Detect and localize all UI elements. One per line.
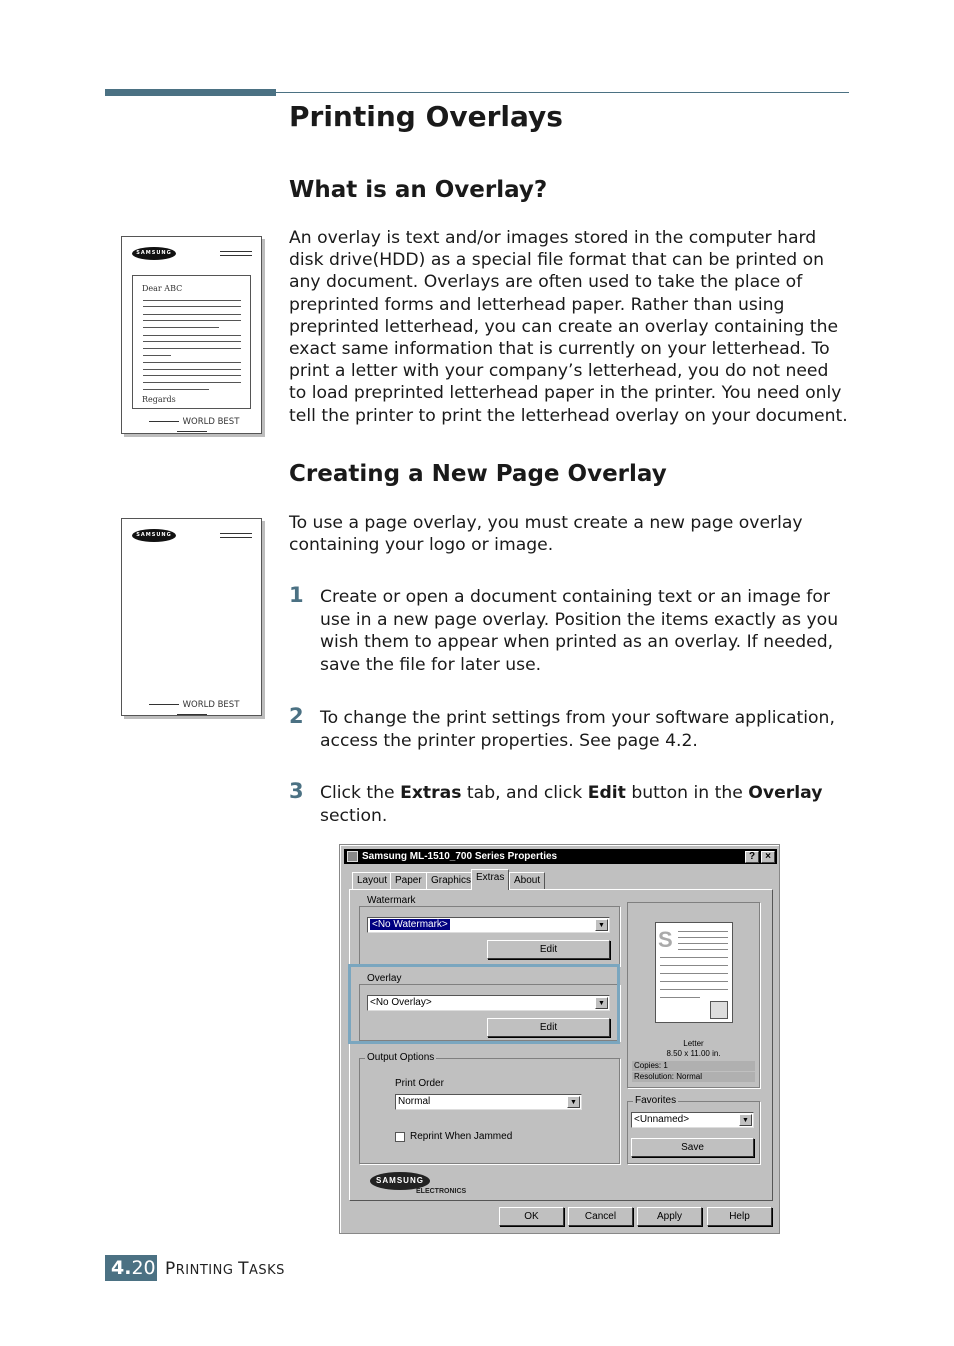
printer-icon <box>347 851 358 862</box>
tab-extras[interactable]: Extras <box>471 869 509 890</box>
cancel-button[interactable]: Cancel <box>568 1207 633 1226</box>
print-order-value: Normal <box>398 1096 431 1107</box>
step-number: 2 <box>289 704 304 728</box>
header-rule-thick <box>105 89 276 96</box>
tab-graphics[interactable]: Graphics <box>426 872 476 889</box>
letterhead-illustration <box>121 236 262 434</box>
text-line <box>143 389 209 390</box>
chevron-down-icon[interactable]: ▼ <box>595 997 608 1009</box>
chevron-down-icon[interactable]: ▼ <box>595 919 608 931</box>
step-1-text <box>320 586 855 676</box>
preview-line <box>660 981 728 982</box>
samsung-logo: SAMSUNG <box>370 1172 430 1190</box>
tab-layout[interactable]: Layout <box>352 872 392 889</box>
paragraph-line: preprinted letterhead, you can create an overlay containing the <box>289 316 839 337</box>
preview-line <box>660 965 728 966</box>
header-line <box>220 533 252 534</box>
letter-greeting: Dear ABC <box>142 284 183 293</box>
step-line: access the printer properties. See page 4.2. <box>320 730 698 751</box>
footer-initial: P <box>165 1259 176 1279</box>
preview-line <box>678 949 728 950</box>
step-number: 3 <box>289 779 304 803</box>
watermark-label: Watermark <box>367 895 416 906</box>
watermark-edit-button[interactable]: Edit <box>487 940 610 959</box>
section-heading-what-is-overlay: What is an Overlay? <box>289 177 548 203</box>
step-text-run: Click the <box>320 783 401 803</box>
step-line: save the file for later use. <box>320 654 542 675</box>
text-line <box>143 335 241 336</box>
watermark-select[interactable] <box>367 917 610 933</box>
header-rule-thin <box>276 92 849 93</box>
step-line: use in a new page overlay. Position the items exactly as you <box>320 609 839 630</box>
section-heading-new-page-overlay: Creating a New Page Overlay <box>289 461 667 487</box>
preview-line <box>660 957 728 958</box>
text-line <box>143 362 241 363</box>
overlay-section-highlight <box>348 964 620 1044</box>
electronics-label: ELECTRONICS <box>416 1188 467 1195</box>
text-line <box>143 327 219 328</box>
text-line <box>143 348 241 349</box>
step-number: 1 <box>289 583 304 607</box>
watermark-s-icon: S <box>658 927 673 952</box>
preview-line <box>678 937 728 938</box>
help-title-button[interactable]: ? <box>745 851 759 863</box>
text-line <box>143 306 241 307</box>
letter-closing: Regards <box>142 395 176 404</box>
print-order-select[interactable] <box>395 1094 582 1110</box>
step-3-text <box>320 782 855 827</box>
text-line <box>143 300 241 301</box>
paragraph-line: tell the printer to print the letterhead overlay on your document. <box>289 405 848 426</box>
text-line <box>143 375 241 376</box>
step-2-text <box>320 707 855 752</box>
blank-letterhead-illustration <box>121 518 262 716</box>
favorites-save-button[interactable]: Save <box>631 1138 754 1157</box>
paragraph-line: containing your logo or image. <box>289 535 554 556</box>
samsung-logo: SAMSUNG <box>132 529 176 542</box>
paragraph-line: to load preprinted letterhead paper in the printer. You need only <box>289 383 842 404</box>
preview-line <box>660 997 700 998</box>
help-button[interactable]: Help <box>707 1207 772 1226</box>
footer-slogan: WORLD BEST <box>182 700 240 710</box>
header-line <box>220 255 252 256</box>
chevron-down-icon[interactable]: ▼ <box>567 1096 580 1108</box>
overlay-value: <No Overlay> <box>370 997 432 1008</box>
new-overlay-intro-paragraph <box>289 512 854 556</box>
paragraph-line: To use a page overlay, you must create a new page overlay <box>289 513 803 533</box>
text-line <box>143 314 241 315</box>
preview-line <box>678 943 728 944</box>
letter-footer <box>128 700 256 720</box>
overlay-keyword: Overlay <box>748 783 823 803</box>
edit-keyword: Edit <box>587 783 626 803</box>
letter-body-box <box>132 275 251 409</box>
footer-initial: T <box>238 1259 249 1279</box>
step-line: wish them to appear when printed as an overlay. If needed, <box>320 632 834 653</box>
close-icon[interactable]: × <box>761 851 775 863</box>
overlay-label: Overlay <box>367 973 402 984</box>
step-line: To change the print settings from your software application, <box>320 708 835 728</box>
tab-about[interactable]: About <box>509 872 545 889</box>
header-line <box>220 251 252 252</box>
step-line <box>320 782 855 805</box>
step-line: Create or open a document containing text or an image for <box>320 587 830 607</box>
footer-smallcaps: ASKS <box>248 1263 285 1278</box>
paragraph-line: any document. Overlays are often used to take the place of <box>289 272 803 293</box>
extras-keyword: Extras <box>400 783 462 803</box>
text-line <box>143 355 171 356</box>
step-line: section. <box>320 805 388 826</box>
page-number-badge <box>105 1255 157 1281</box>
text-line <box>143 369 241 370</box>
output-options-group <box>359 1058 620 1164</box>
paragraph-line: disk drive(HDD) as a special file format that can be printed on <box>289 250 825 271</box>
header-line <box>220 537 252 538</box>
favorites-select[interactable] <box>631 1112 754 1128</box>
paper-name: Letter <box>683 1039 704 1048</box>
footer-slogan: WORLD BEST <box>182 417 240 427</box>
favorites-label: Favorites <box>635 1095 677 1106</box>
paragraph-line: print a letter with your company’s letterhead, you do not need <box>289 361 829 382</box>
samsung-logo: SAMSUNG <box>132 247 176 260</box>
paper-size: 8.50 x 11.00 in. <box>666 1049 721 1058</box>
paragraph-line: exact same information that is currently on your letterhead. To <box>289 339 830 360</box>
copies-readout: Copies: 1 <box>632 1061 755 1071</box>
paragraph-line: preprinted forms and letterhead paper. Rather than using <box>289 294 785 315</box>
favorites-value: <Unnamed> <box>634 1114 690 1125</box>
preview-line <box>660 989 728 990</box>
reprint-checkbox[interactable] <box>395 1132 405 1142</box>
page-preview <box>655 922 733 1023</box>
chevron-down-icon[interactable]: ▼ <box>739 1114 752 1126</box>
resolution-readout: Resolution: Normal <box>632 1072 755 1082</box>
text-line <box>143 341 241 342</box>
ok-button[interactable]: OK <box>499 1207 564 1226</box>
step-text-run: button in the <box>625 783 749 803</box>
output-options-label: Output Options <box>367 1052 435 1063</box>
page-layout-icon <box>710 1001 728 1019</box>
overlay-definition-paragraph <box>289 227 854 427</box>
preview-line <box>678 931 728 932</box>
text-line <box>143 320 241 321</box>
dialog-title: Samsung ML-1510_700 Series Properties <box>362 851 558 862</box>
chapter-number: 4. <box>111 1257 132 1279</box>
print-order-label: Print Order <box>395 1078 444 1089</box>
paragraph-line: An overlay is text and/or images stored in the computer hard <box>289 228 817 248</box>
text-line <box>143 382 241 383</box>
reprint-label: Reprint When Jammed <box>410 1131 513 1142</box>
step-text-run: tab, and click <box>461 783 588 803</box>
page-title: Printing Overlays <box>289 100 563 133</box>
apply-button[interactable]: Apply <box>637 1207 702 1226</box>
letter-footer <box>128 417 256 437</box>
footer-section-title <box>165 1257 285 1283</box>
tab-paper[interactable]: Paper <box>390 872 427 889</box>
watermark-value: <No Watermark> <box>372 919 448 930</box>
page-number: 20 <box>131 1257 156 1279</box>
dialog-title-bar <box>344 849 777 864</box>
preview-line <box>660 973 728 974</box>
overlay-edit-button[interactable]: Edit <box>487 1018 610 1037</box>
footer-smallcaps: RINTING <box>175 1263 239 1278</box>
